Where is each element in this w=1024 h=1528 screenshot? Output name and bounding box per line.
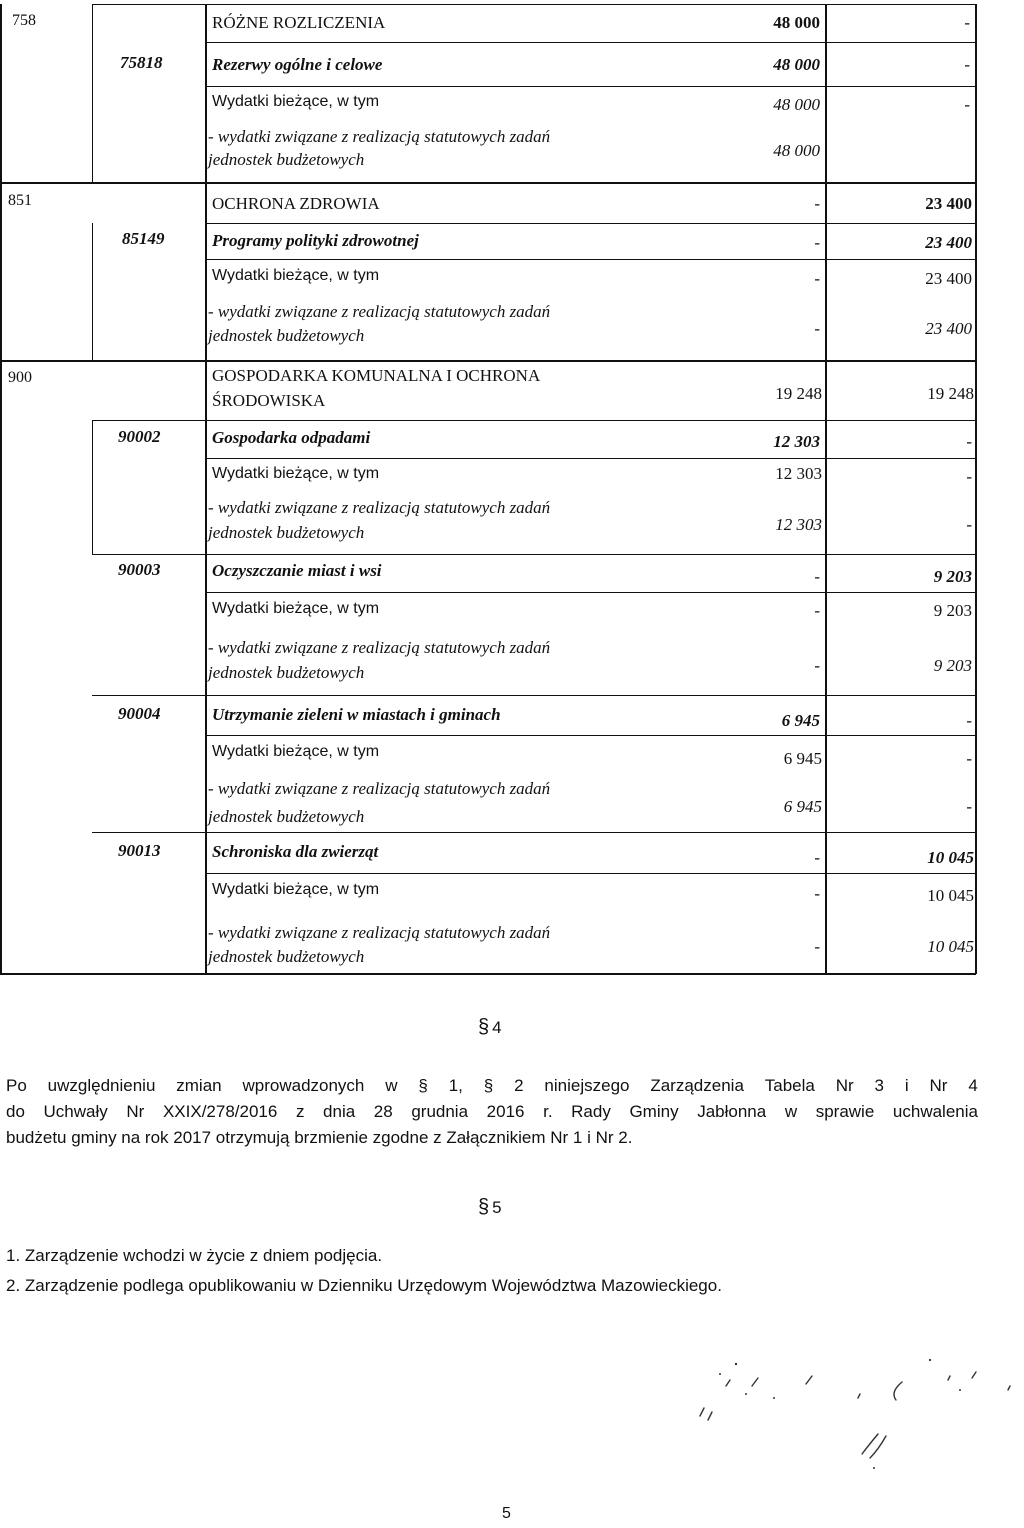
paragraph-word: Tabela	[764, 1076, 815, 1095]
row-line	[205, 735, 976, 736]
paragraph-word: Jabłonna	[697, 1102, 767, 1121]
paragraph-word: 2016	[486, 1102, 525, 1121]
amount-col1: -	[814, 884, 820, 903]
row-name: Wydatki bieżące, w tym	[212, 267, 380, 284]
row-line	[205, 42, 976, 43]
row-line	[0, 973, 976, 975]
paragraph-word: grudnia	[411, 1102, 469, 1121]
rozdzial-code: 90003	[118, 560, 161, 579]
row-name: Wydatki bieżące, w tym	[212, 743, 380, 760]
row-name-line1: - wydatki związane z realizacją statutowych zadań	[208, 127, 551, 146]
amount-col1: 12 303	[773, 432, 820, 451]
row-name: OCHRONA ZDROWIA	[212, 194, 380, 213]
row-line	[205, 592, 976, 593]
row-line	[92, 554, 976, 555]
amount-col2: -	[964, 13, 970, 32]
rozdzial-code: 90004	[118, 704, 161, 723]
paragraph-word: i	[904, 1076, 909, 1095]
paragraph-word: w	[784, 1102, 798, 1121]
amount-col1: 12 303	[775, 515, 822, 534]
paragraph-word: r.	[543, 1102, 553, 1121]
paragraph-word: 28	[373, 1102, 393, 1121]
paragraph-word: Rady	[571, 1102, 611, 1121]
amount-col1: -	[814, 269, 820, 288]
row-name: Utrzymanie zieleni w miastach i gminach	[212, 705, 501, 724]
section-sign: §	[478, 1016, 490, 1038]
amount-col2: -	[966, 711, 972, 730]
row-name: Wydatki bieżące, w tym	[212, 93, 380, 110]
section-5-item-2: 2. Zarządzenie podlega opublikowaniu w Dzienniku Urzędowym Województwa Mazowieckiego.	[6, 1276, 722, 1295]
amount-col1: -	[814, 848, 820, 867]
amount-col1: -	[814, 567, 820, 586]
amount-col1: 6 945	[783, 749, 822, 768]
dzial-code: 900	[8, 369, 32, 386]
row-name-line2: jednostek budżetowych	[208, 523, 365, 542]
row-name-line1: - wydatki związane z realizacją statutowych zadań	[208, 779, 551, 798]
amount-col1: 19 248	[775, 384, 822, 403]
row-line	[205, 86, 976, 87]
row-name: Wydatki bieżące, w tym	[212, 881, 380, 898]
paragraph-word: sprawie	[815, 1102, 875, 1121]
row-name: Programy polityki zdrowotnej	[212, 231, 419, 250]
paragraph-word: Zarządzenia	[650, 1076, 744, 1095]
paragraph-word: §	[418, 1076, 428, 1095]
amount-col2: 23 400	[925, 319, 972, 338]
amount-col1: -	[814, 319, 820, 338]
paragraph-word: Nr	[929, 1076, 948, 1095]
amount-col1: -	[814, 601, 820, 620]
table-border-right	[975, 4, 977, 974]
section-number: 4	[492, 1018, 502, 1037]
table-col-divider-1	[92, 4, 93, 182]
row-line	[0, 360, 976, 362]
paragraph-line-1	[6, 1076, 978, 1101]
amount-col2: 10 045	[927, 886, 974, 905]
rozdzial-code: 75818	[120, 53, 163, 72]
paragraph-word: do	[6, 1102, 25, 1121]
amount-col2: 9 203	[933, 601, 972, 620]
amount-col2: -	[966, 515, 972, 534]
row-name-line2: ŚRODOWISKA	[212, 391, 326, 410]
row-line	[205, 259, 976, 260]
paragraph-word: zmian	[176, 1076, 222, 1095]
rozdzial-code: 85149	[122, 229, 165, 248]
amount-col1: -	[814, 194, 820, 213]
amount-col1: 12 303	[775, 464, 822, 483]
paragraph-word: 2	[514, 1076, 524, 1095]
section-5-heading	[478, 1196, 502, 1219]
row-line	[92, 695, 976, 696]
amount-col2: 10 045	[927, 937, 974, 956]
amount-col2: 23 400	[925, 233, 972, 252]
row-line	[205, 458, 976, 459]
row-name: Rezerwy ogólne i celowe	[212, 55, 383, 74]
amount-col1: 48 000	[773, 141, 820, 160]
amount-col2: 9 203	[933, 656, 972, 675]
section-number: 5	[492, 1198, 502, 1217]
amount-col2: -	[966, 467, 972, 486]
paragraph-word: 4	[968, 1076, 978, 1095]
paragraph-word: dnia	[323, 1102, 356, 1121]
amount-col2: 23 400	[925, 194, 972, 213]
row-name-line1: - wydatki związane z realizacją statutowych zadań	[208, 638, 551, 657]
paragraph-word: 1,	[448, 1076, 463, 1095]
amount-col1: 48 000	[773, 13, 820, 32]
row-name-line1: GOSPODARKA KOMUNALNA I OCHRONA	[212, 366, 541, 385]
row-name: Oczyszczanie miast i wsi	[212, 561, 382, 580]
table-col-divider-1c	[92, 420, 93, 554]
paragraph-word: uchwalenia	[892, 1102, 978, 1121]
dzial-code: 758	[12, 12, 36, 29]
row-line	[92, 4, 976, 5]
paragraph-line-3: budżetu gminy na rok 2017 otrzymują brzmienie zgodne z Załącznikiem Nr 1 i Nr 2.	[6, 1128, 633, 1147]
table-col-divider-2	[205, 4, 207, 974]
amount-col2: -	[966, 432, 972, 451]
amount-col2: -	[964, 95, 970, 114]
section-sign: §	[478, 1196, 490, 1218]
amount-col2: -	[966, 797, 972, 816]
paragraph-word: 3	[874, 1076, 885, 1095]
section-5-item-1: 1. Zarządzenie wchodzi w życie z dniem podjęcia.	[6, 1246, 383, 1265]
table-col-divider-3	[825, 4, 827, 974]
section-4-heading	[478, 1016, 502, 1039]
amount-col2: 19 248	[927, 384, 974, 403]
row-name-line2: jednostek budżetowych	[208, 663, 365, 682]
row-name: Wydatki bieżące, w tym	[212, 600, 380, 617]
amount-col2: 10 045	[927, 848, 974, 867]
row-name: RÓŻNE ROZLICZENIA	[212, 13, 386, 32]
page-number: 5	[502, 1505, 511, 1522]
row-name-line2: jednostek budżetowych	[208, 326, 365, 345]
amount-col2: -	[966, 749, 972, 768]
amount-col2: 9 203	[933, 567, 972, 586]
amount-col1: -	[814, 233, 820, 252]
row-name-line1: - wydatki związane z realizacją statutowych zadań	[208, 498, 551, 517]
row-line	[0, 182, 976, 184]
amount-col1: 48 000	[773, 55, 820, 74]
row-line	[205, 223, 976, 224]
table-border-left	[0, 4, 2, 974]
amount-col1: 48 000	[773, 95, 820, 114]
amount-col2: -	[964, 55, 970, 74]
section-4-paragraph	[6, 1076, 978, 1153]
paragraph-word: w	[385, 1076, 398, 1095]
paragraph-word: niniejszego	[544, 1076, 630, 1095]
paragraph-word: §	[483, 1076, 494, 1095]
row-name-line2: jednostek budżetowych	[208, 150, 365, 169]
paragraph-word: wprowadzonych	[242, 1076, 365, 1095]
row-name-line1: - wydatki związane z realizacją statutowych zadań	[208, 923, 551, 942]
row-name-line1: - wydatki związane z realizacją statutowych zadań	[208, 302, 551, 321]
row-name-line2: jednostek budżetowych	[208, 807, 365, 826]
row-name: Wydatki bieżące, w tym	[212, 465, 380, 482]
table-col-divider-1b	[92, 223, 93, 360]
paragraph-word: Po	[6, 1076, 27, 1095]
row-line	[92, 420, 976, 421]
amount-col1: 6 945	[783, 797, 822, 816]
paragraph-word: Nr	[835, 1076, 854, 1095]
paragraph-word: uwzględnieniu	[47, 1076, 156, 1095]
paragraph-word: Uchwały	[43, 1102, 108, 1121]
row-name: Gospodarka odpadami	[212, 428, 371, 447]
paragraph-word: XXIX/278/2016	[162, 1102, 278, 1121]
paragraph-word: Gminy	[629, 1102, 679, 1121]
paragraph-word: Nr	[126, 1102, 145, 1121]
paragraph-line-2	[6, 1102, 978, 1127]
dzial-code: 851	[8, 192, 32, 209]
rozdzial-code: 90013	[118, 841, 161, 860]
paragraph-word: z	[295, 1102, 305, 1121]
amount-col2: 23 400	[925, 269, 972, 288]
row-name: Schroniska dla zwierząt	[212, 842, 379, 861]
signature-marks	[690, 1350, 1024, 1470]
amount-col1: 6 945	[781, 711, 820, 730]
amount-col1: -	[814, 656, 820, 675]
rozdzial-code: 90002	[118, 427, 161, 446]
row-line	[205, 873, 976, 874]
row-name-line2: jednostek budżetowych	[208, 947, 365, 966]
row-line	[92, 832, 976, 833]
amount-col1: -	[814, 937, 820, 956]
